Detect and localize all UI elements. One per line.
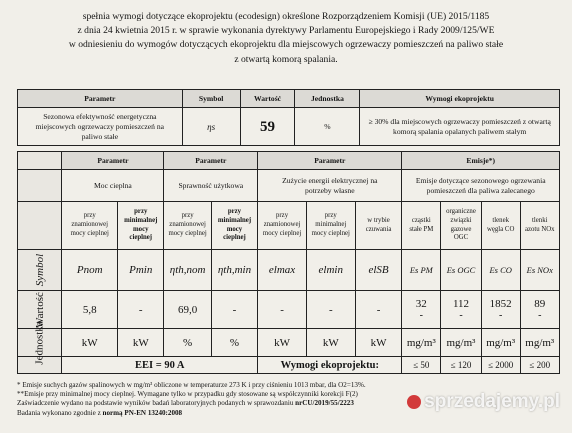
header-wymogi: Wymogi ekoprojektu: [360, 90, 560, 108]
sub-co: tlenek węgla CO: [481, 202, 520, 250]
unit-elmax: kW: [258, 329, 307, 357]
unit-eta-min: %: [211, 329, 257, 357]
unit-elmin: kW: [306, 329, 355, 357]
row-label-value: Wartość: [18, 291, 62, 329]
report-number: nrCU/2019/55/2223: [295, 399, 354, 408]
symbol-es-co: Es CO: [481, 250, 520, 291]
limit-pm: ≤ 50: [402, 357, 441, 374]
intro-line: z dnia 24 kwietnia 2015 r. w sprawie wykonania dyrektywy Parlamentu Europejskiego i Rady 2009/125/WE: [77, 25, 495, 37]
sub-zuz-nom: przy znamionowej mocy cieplnej: [258, 202, 307, 250]
corner-cell: [18, 170, 62, 202]
sub-ogc: organiczne związki gazowe OGC: [441, 202, 482, 250]
requirement-cell: ≥ 30% dla miejscowych ogrzewaczy pomieszczeń z otwartą komorą spalania opalanych paliwem stałym: [360, 108, 560, 146]
symbol-es-nox: Es NOx: [520, 250, 559, 291]
header-jednostka: Jednostka: [295, 90, 360, 108]
row-label-unit: Jednostka: [18, 329, 62, 357]
value-co: 1852 -: [481, 291, 520, 329]
value-elsb: -: [355, 291, 402, 329]
ecodesign-limits-label: Wymogi ekoprojektu:: [258, 357, 402, 374]
sub-pm: cząstki stałe PM: [402, 202, 441, 250]
sub-nox: tlenki azotu NOx: [520, 202, 559, 250]
sub-spr-nom: przy znamionowej mocy cieplnej: [164, 202, 211, 250]
corner-cell: [18, 152, 62, 170]
sub-zuz-min: przy minimalnej mocy cieplnej: [306, 202, 355, 250]
value-nox: 89 -: [520, 291, 559, 329]
unit-nox: mg/m³: [520, 329, 559, 357]
unit-elsb: kW: [355, 329, 402, 357]
symbol-es-ogc: Es OGC: [441, 250, 482, 291]
symbol-elsb: elSB: [355, 250, 402, 291]
sub-zuz-sb: w trybie czuwania: [355, 202, 402, 250]
value-ogc-min: -: [459, 310, 463, 321]
group-sprawnosc: Sprawność użytkowa: [164, 170, 258, 202]
header-emisje: Emisje*): [402, 152, 560, 170]
footnote-emissions: * Emisje suchych gazów spalinowych w mg/m³ obliczone w temperaturze 273 K i przy ciśnieniu 1013 mbar, dla O2=13%.: [17, 381, 366, 389]
value-co-min: -: [499, 310, 503, 321]
sub-moc-nom: przy znamionowej mocy cieplnej: [62, 202, 118, 250]
value-nox-min: -: [538, 310, 542, 321]
unit-cell: %: [295, 108, 360, 146]
value-pm-min: -: [419, 310, 423, 321]
parameters-emissions-table: [17, 151, 560, 374]
unit-co: mg/m³: [481, 329, 520, 357]
footnote-min-power: **Emisje przy minimalnej mocy cieplnej. Wymagane tylko w przypadku gdy stosowane są współczynniki korekcji F(2): [17, 390, 358, 399]
symbol-eta-nom: ηth,nom: [164, 250, 211, 291]
header-parametr-zuzycie: Parametr: [258, 152, 402, 170]
limit-co: ≤ 2000: [481, 357, 520, 374]
value-elmax: -: [258, 291, 307, 329]
unit-pmin: kW: [118, 329, 164, 357]
group-moc: Moc cieplna: [62, 170, 164, 202]
corner-cell: [18, 202, 62, 250]
symbol-es-pm: Es PM: [402, 250, 441, 291]
value-eta-min: -: [211, 291, 257, 329]
row-label-symbol: Symbol: [18, 250, 62, 291]
intro-line: w odniesieniu do wymogów dotyczących ekoprojektu dla miejscowych ogrzewaczy pomieszczeń na paliwo stałe: [68, 39, 504, 51]
limit-ogc: ≤ 120: [441, 357, 482, 374]
header-parametr-sprawnosc: Parametr: [164, 152, 258, 170]
unit-ogc: mg/m³: [441, 329, 482, 357]
footnote-report: Zaświadczenie wydano na podstawie wyników badań laboratoryjnych podanych w sprawozdaniu nrCU/2019/55/2223: [17, 399, 354, 408]
header-wartosc: Wartość: [240, 90, 295, 108]
value-eta-nom: 69,0: [164, 291, 211, 329]
value-pmin: -: [118, 291, 164, 329]
limit-nox: ≤ 200: [520, 357, 559, 374]
symbol-eta-min: ηth,min: [211, 250, 257, 291]
eei-rating: EEI = 90 A: [62, 357, 258, 374]
symbol-pmin: Pmin: [118, 250, 164, 291]
value-cell: 59: [240, 108, 295, 146]
symbol-cell: ηs: [182, 108, 240, 146]
value-ogc: 112 -: [441, 291, 482, 329]
value-pnom: 5,8: [62, 291, 118, 329]
unit-eta-nom: %: [164, 329, 211, 357]
standard-name: normą PN-EN 13240:2008: [102, 408, 183, 417]
parameter-cell: Sezonowa efektywność energetyczna miejscowych ogrzewaczy pomieszczeń na paliwo stałe: [18, 108, 183, 146]
intro-line: spełnia wymogi dotyczące ekoprojektu (ecodesign) określone Rozporządzeniem Komisji (UE) 2015/1185: [82, 11, 490, 22]
sub-spr-min: przy minimalnej mocy cieplnej: [211, 202, 257, 250]
sub-moc-min: przy minimalnej mocy cieplnej: [118, 202, 164, 250]
unit-pnom: kW: [62, 329, 118, 357]
value-pm: 32 -: [402, 291, 441, 329]
symbol-elmin: elmin: [306, 250, 355, 291]
group-zuzycie: Zużycie energii elektrycznej na potrzeby własne: [258, 170, 402, 202]
intro-line: z otwartą komorą spalania.: [234, 53, 338, 65]
footnote-standard: Badania wykonano zgodnie z normą PN-EN 13240:2008: [17, 408, 183, 417]
watermark-dot-icon: [407, 395, 421, 409]
ecodesign-efficiency-table: [17, 89, 560, 146]
watermark-logo: sprzedajemy.pl: [407, 391, 560, 413]
value-elmin: -: [306, 291, 355, 329]
header-symbol: Symbol: [182, 90, 240, 108]
group-emisje: Emisje dotyczące sezonowego ogrzewania pomieszczeń dla paliwa zalecanego: [402, 170, 560, 202]
symbol-elmax: elmax: [258, 250, 307, 291]
header-parametr-moc: Parametr: [62, 152, 164, 170]
header-parametr: Parametr: [18, 90, 183, 108]
unit-pm: mg/m³: [402, 329, 441, 357]
intro-text: [0, 10, 572, 67]
symbol-pnom: Pnom: [62, 250, 118, 291]
